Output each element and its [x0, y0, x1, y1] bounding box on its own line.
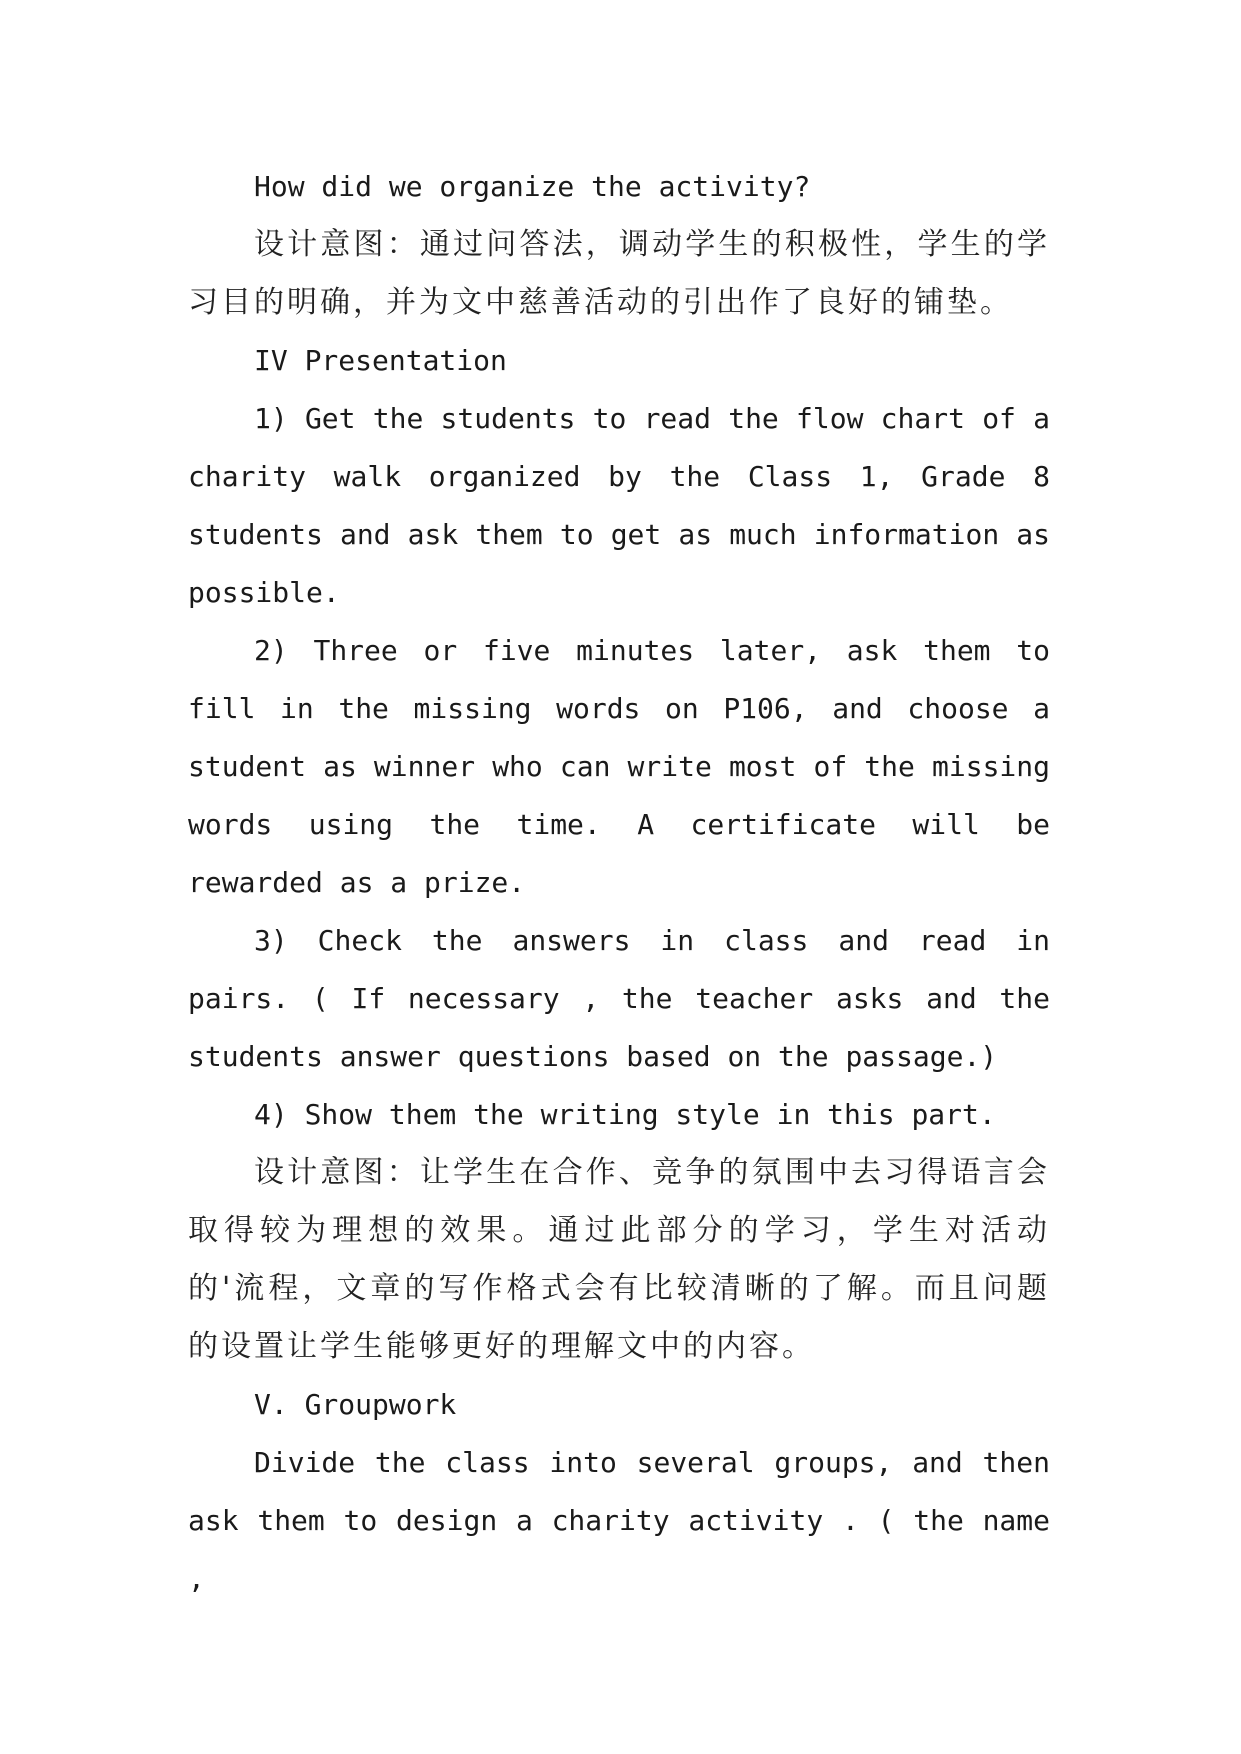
- groupwork-paragraph: Divide the class into several groups, and then ask them to design a charity activity . ( the name ,: [188, 1446, 1050, 1595]
- design-intent-paragraph-1: 设计意图：通过问答法，调动学生的积极性，学生的学习目的明确，并为文中慈善活动的引出作了良好的铺垫。: [188, 227, 1050, 320]
- presentation-step-2: 2) Three or five minutes later, ask them to fill in the missing words on P106, and choose a student as winner who can write most of the missing words using the time. A certificate will be rewarded as a prize.: [188, 634, 1050, 899]
- section-heading-presentation: IV Presentation: [254, 344, 507, 377]
- presentation-step-1: 1) Get the students to read the flow chart of a charity walk organized by the Class 1, Grade 8 students and ask them to get as much information as possible.: [188, 402, 1050, 609]
- presentation-step-3: 3) Check the answers in class and read in pairs. ( If necessary , the teacher asks and the students answer questions based on the passage.): [188, 924, 1050, 1073]
- section-heading-groupwork: V. Groupwork: [254, 1388, 457, 1421]
- design-intent-paragraph-2: 设计意图：让学生在合作、竞争的氛围中去习得语言会取得较为理想的效果。通过此部分的学习，学生对活动的'流程，文章的写作格式会有比较清晰的了解。而且问题的设置让学生能够更好的理解文中的内容。: [188, 1155, 1050, 1364]
- document-page: [188, 158, 1050, 1608]
- presentation-step-4: 4) Show them the writing style in this part.: [254, 1098, 996, 1131]
- question-organize-activity: How did we organize the activity?: [254, 170, 811, 203]
